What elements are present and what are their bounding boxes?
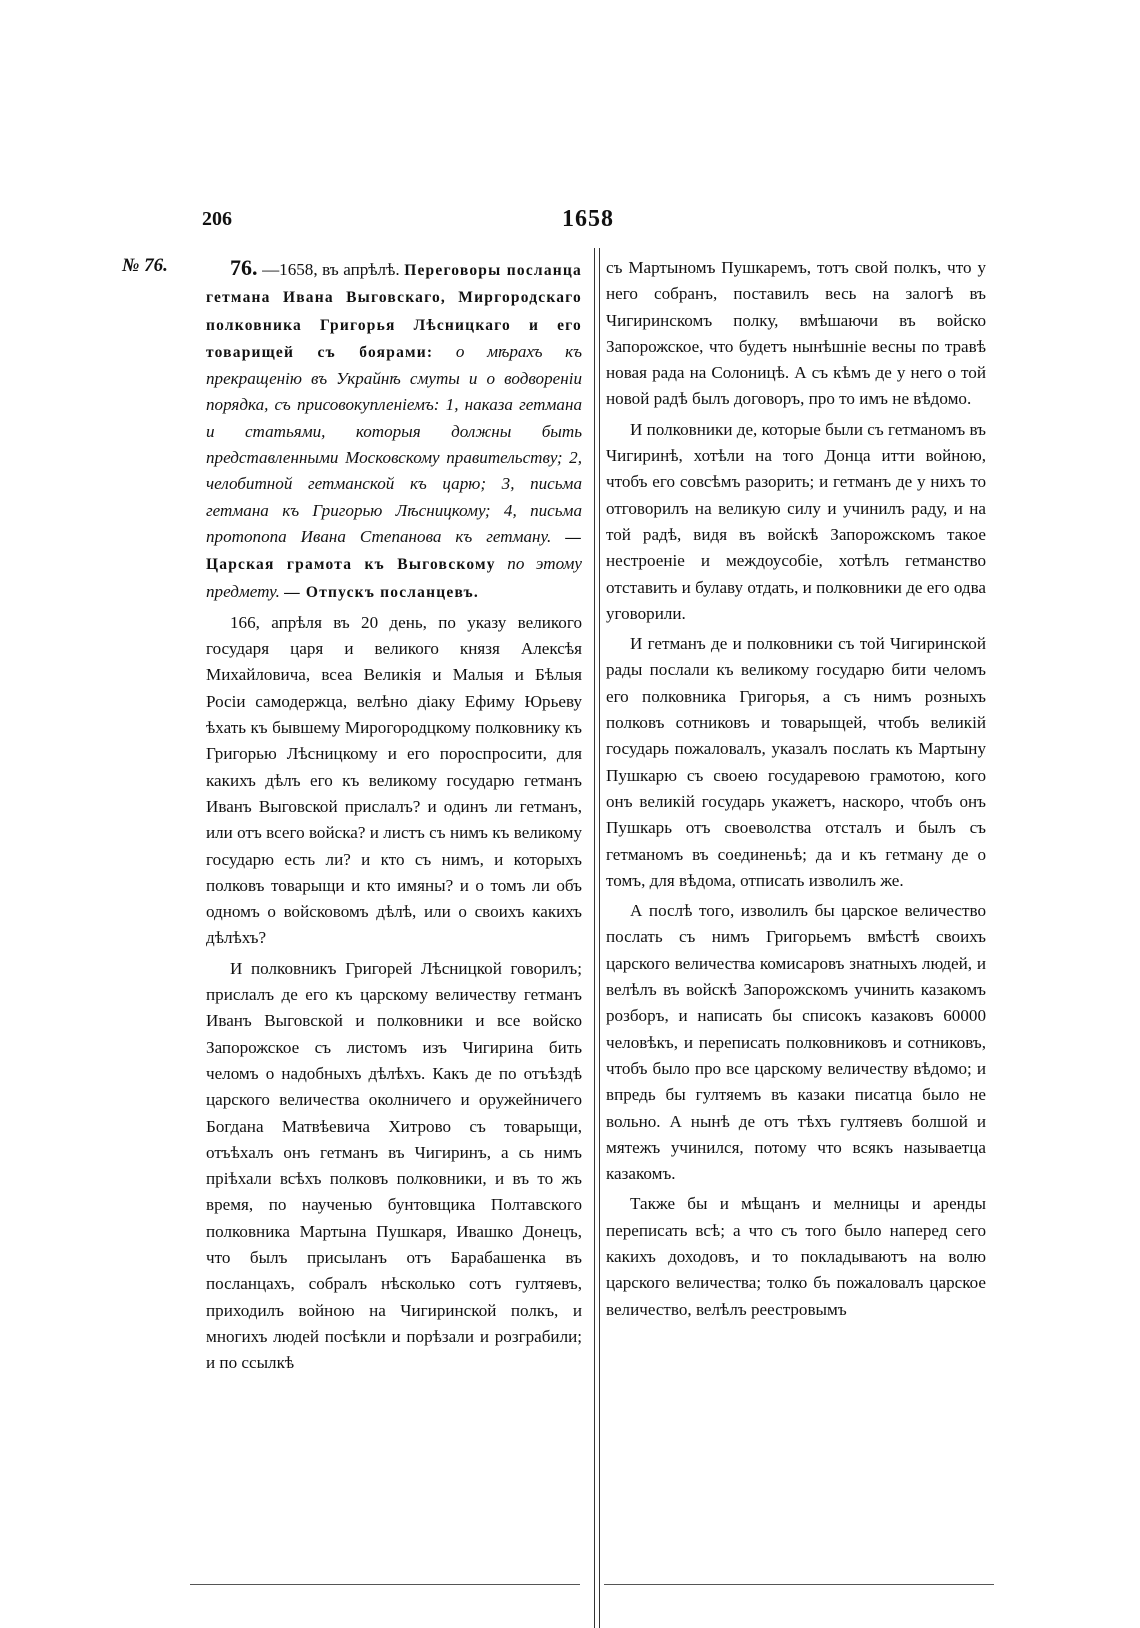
document-summary: о мѣрахъ къ прекращенію въ Украйнѣ смуты и о водвореніи порядка, съ присовокупленіемъ: 1, наказа гетмана и статьями, которыя должны быть представленными Московскому правительству; 2, челобитной гетманской къ царю; 3, письма гетмана къ Григорью Лѣсницкому; 4, письма протопопа Ивана Степанова къ гетману.	[206, 341, 582, 546]
left-column	[206, 255, 582, 1376]
footer-rule-right	[604, 1584, 994, 1585]
document-date: —1658, въ апрѣлѣ.	[262, 260, 400, 279]
paragraph: съ Мартыномъ Пушкаремъ, тотъ свой полкъ, что у него собранъ, поставилъ весь на залогѣ въ Чигиринскомъ полку, вмѣшаючи въ войско Запорожское, что будетъ нынѣшніе весны по травѣ новая рада на Солоницѣ. А съ кѣмъ де у него о той новой радѣ былъ договоръ, про то имъ не вѣдомо.	[606, 258, 986, 409]
page-year-heading: 1658	[562, 206, 614, 232]
document-margin-number: № 76.	[122, 255, 168, 276]
document-summary-2: по этому предмету.	[206, 554, 582, 601]
paragraph: И полковники де, которые были съ гетманомъ въ Чигиринѣ, хотѣли на того Донца итти войною, чтобъ его совсѣмъ разорить; и гетманъ де у нихъ то отговорилъ на великую силу и учинилъ раду, и на той радѣ, видя въ войскѣ Запорожскомъ такое нестроеніе и междоусобіе, хотѣлъ гетманство отставить и булаву отдать, и полковники де его одва уговорили.	[606, 419, 986, 623]
paragraph: 166, апрѣля въ 20 день, по указу великого государя царя и великого князя Алексѣя Михайловича, всеа Великія и Малыя и Бѣлыя Росіи самодержца, велѣно діаку Ефиму Юрьеву ѣхать къ бывшему Мирогородцкому полковнику къ Григорью Лѣсницкому и его пороспросити, для какихъ дѣлъ его къ великому государю гетманъ Иванъ Выговской прислалъ? и одинъ ли гетманъ, или отъ всего войска? и листъ съ нимъ къ великому государю есть ли? и кто съ нимъ, и которыхъ полковъ товарыщи и кто имяны? и о томъ ли объ одномъ о войсковомъ дѣлѣ, или о своихъ какихъ дѣлѣхъ?	[206, 612, 582, 948]
document-title-2: —Царская грамота къ Выговскому	[206, 528, 582, 574]
document-title: Переговоры посланца гетмана Ивана Выговскаго, Миргородскаго полковника Григорья Лѣсницкаго и его товарищей съ боярами:	[206, 262, 582, 361]
column-divider	[594, 248, 600, 1628]
page-number: 206	[202, 208, 232, 230]
document-heading	[206, 255, 582, 606]
document-number: 76.	[230, 255, 258, 280]
paragraph: И полковникъ Григорей Лѣсницкой говорилъ; прислалъ де его къ царскому величеству гетманъ Иванъ Выговской и полковники и все войско Запорожское съ листомъ изъ Чигирина бить челомъ о надобныхъ дѣлѣхъ. Какъ де по отъѣздѣ царского величества околничего и оружейничего Богдана Матвѣевича Хитрово съ товарыщи, отъѣхалъ онъ гетманъ въ Чигиринъ, а сь нимъ прiѣхали всѣхъ полковъ полковники, и въ то жъ время, по наученью бунтовщика Полтавского полковника Мартына Пушкаря, Ивашко Донецъ, что былъ присыланъ отъ Барабашенка въ посланцахъ, собралъ нѣсколько сотъ гултяевъ, приходилъ войною на Чигиринской полкъ, и многихъ людей посѣкли и порѣзали и розграбили; и по ссылкѣ	[206, 958, 582, 1373]
footer-rule-left	[190, 1584, 580, 1585]
paragraph: Также бы и мѣщанъ и мелницы и аренды переписать всѣ; а что съ того было наперед сего какихъ доходовъ, и то покладываютъ на волю царского величества; толко бъ пожаловалъ царское величество, велѣлъ реестровымъ	[606, 1194, 986, 1319]
paragraph: А послѣ того, изволилъ бы царское величество послать съ нимъ Григорьемъ вмѣстѣ своихъ царского величества комисаровъ знатныхъ людей, и велѣлъ въ войскѣ Запорожскомъ учинить казакомъ розборъ, и написать бы списокъ казаковъ 60000 человѣкъ, и переписать полковниковъ и сотниковъ, чтобъ было про все царскому величеству вѣдомо; и впредь бы гултяемъ въ казаки писатца было не вольно. А нынѣ де отъ тѣхъ гултяевъ болшой и мятежъ учинился, потому что всякъ называетца казакомъ.	[606, 901, 986, 1184]
paragraph: И гетманъ де и полковники съ той Чигиринской рады послали къ великому государю бити челомъ его полковника Григорья, а съ нимъ розныхъ полковъ сотниковъ и товарыщей, чтобъ великій государь пожаловалъ, указалъ послать къ Мартыну Пушкарю съ своею государевою грамотою, кого онъ великій государь укажетъ, наскоро, чтобъ онъ Пушкарь отъ своеволства отсталъ и былъ съ гетманомъ въ соединеньѣ; да и къ гетману де о томъ, для вѣдома, отписать изволилъ же.	[606, 634, 986, 890]
document-title-3: — Отпускъ посланцевъ.	[284, 583, 479, 601]
right-column	[606, 255, 986, 1323]
